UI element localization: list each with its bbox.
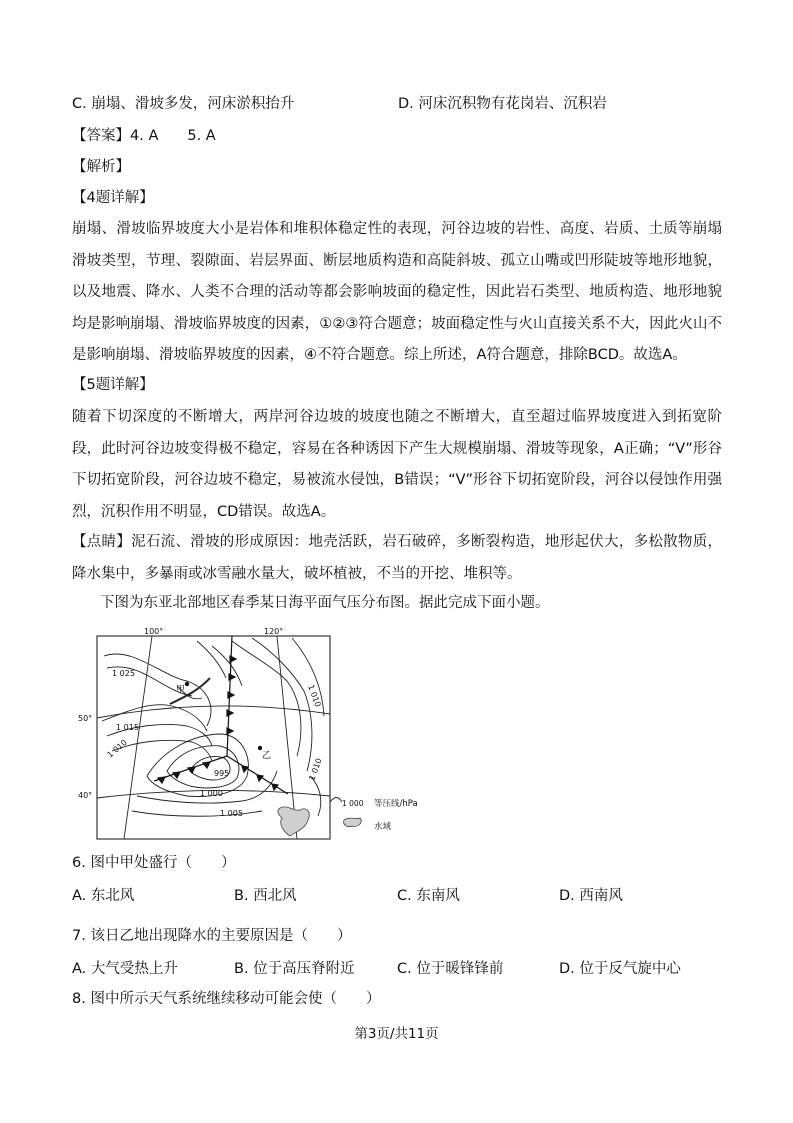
map-legend — [330, 798, 418, 833]
label-1015: 1 015 — [116, 723, 139, 732]
point-jia — [185, 682, 189, 686]
q8-stem: 8. 图中所示天气系统继续移动可能会使（ ） — [72, 991, 381, 1007]
isobar-1000 — [137, 771, 277, 803]
legend-water-label: 水域 — [374, 822, 392, 832]
lon-label-120: 120° — [264, 627, 284, 636]
lat-label-50: 50° — [78, 714, 93, 723]
label-995: 995 — [214, 769, 230, 778]
q7-option-c: C. 位于暖锋锋前 — [397, 961, 504, 977]
label-1010-w: 1 010 — [105, 737, 129, 760]
point-yi — [258, 746, 262, 750]
lat-label-40: 40° — [78, 791, 93, 800]
label-1010-e: 1 010 — [306, 683, 323, 709]
analysis-label: 【解析】 — [72, 159, 130, 175]
q4-detail-label: 【4题详解】 — [72, 190, 154, 206]
lon-line-100 — [124, 636, 152, 839]
label-yi: 乙 — [262, 751, 272, 761]
q5-option-c: C. 崩塌、滑坡多发，河床淤积抬升 — [72, 96, 295, 112]
q6-option-b: B. 西北风 — [234, 888, 297, 904]
label-1025: 1 025 — [112, 669, 135, 678]
pressure-map — [78, 626, 452, 844]
q7-option-b: B. 位于高压脊附近 — [234, 961, 355, 977]
tip-text: 【点睛】泥石流、滑坡的形成原因：地壳活跃，岩石破碎，多断裂构造，地形起伏大，多松散物质，降水集中，多暴雨或冰雪融水量大，破坏植被，不当的开挖、堆积等。 — [72, 534, 722, 582]
q5-detail-text: 随着下切深度的不断增大，两岸河谷边坡的坡度也随之不断增大，直至超过临界坡度进入到拓宽阶段，此时河谷边坡变得极不稳定，容易在各种诱因下产生大规模崩塌、滑坡等现象，A正确；“V”形谷下切拓宽阶段，河谷边坡不稳定，易被流水侵蚀，B错误；“V”形谷下切拓宽阶段，河谷以侵蚀作用强烈，沉积作用不明显，CD错误。故选A。 — [72, 409, 722, 520]
q7-stem: 7. 该日乙地出现降水的主要原因是（ ） — [72, 928, 352, 944]
water-body — [278, 807, 309, 836]
label-1005: 1 005 — [220, 809, 243, 818]
q7-option-a: A. 大气受热上升 — [72, 961, 178, 977]
label-jia: 甲 — [176, 685, 186, 695]
isobar-1010-e — [252, 638, 312, 771]
legend-isobar-sample: 1 000 — [342, 799, 364, 808]
map-intro: 下图为东亚北部地区春季某日海平面气压分布图。据此完成下面小题。 — [100, 595, 550, 611]
map-frame — [97, 636, 330, 839]
lon-label-100: 100° — [144, 627, 164, 636]
label-1000: 1 000 — [200, 789, 223, 798]
q6-option-a: A. 东北风 — [72, 888, 135, 904]
q5-option-d: D. 河床沉积物有花岗岩、沉积岩 — [398, 96, 607, 112]
page-footer: 第3页/共11页 — [354, 1026, 439, 1042]
q7-option-d: D. 位于反气旋中心 — [559, 961, 681, 977]
legend-water-swatch — [344, 818, 362, 827]
lat-line-50 — [97, 706, 330, 718]
q6-stem: 6. 图中甲处盛行（ ） — [72, 855, 236, 871]
q6-option-c: C. 东南风 — [397, 888, 460, 904]
answer-line: 【答案】4. A 5. A — [72, 128, 216, 144]
q6-option-d: D. 西南风 — [559, 888, 623, 904]
q4-detail-text: 崩塌、滑坡临界坡度大小是岩体和堆积体稳定性的表现，河谷边坡的岩性、高度、岩质、土质等崩塌滑坡类型，节理、裂隙面、岩层界面、断层地质构造和高陡斜坡、孤立山嘴或凹形陡坡等地形地貌，以及地震、降水、人类不合理的活动等都会影响坡面的稳定性，因此岩石类型、地质构造、地形地貌均是影响崩塌、滑坡临界坡度的因素，①②③符合题意；坡面稳定性与火山直接关系不大，因此火山不是影响崩塌、滑坡临界坡度的因素，④不符合题意。综上所述，A符合题意，排除BCD。故选A。 — [72, 221, 722, 363]
q5-detail-label: 【5题详解】 — [72, 377, 154, 393]
label-1010-se: 1 010 — [307, 757, 324, 782]
legend-isobar-label: 等压线/hPa — [374, 799, 418, 809]
